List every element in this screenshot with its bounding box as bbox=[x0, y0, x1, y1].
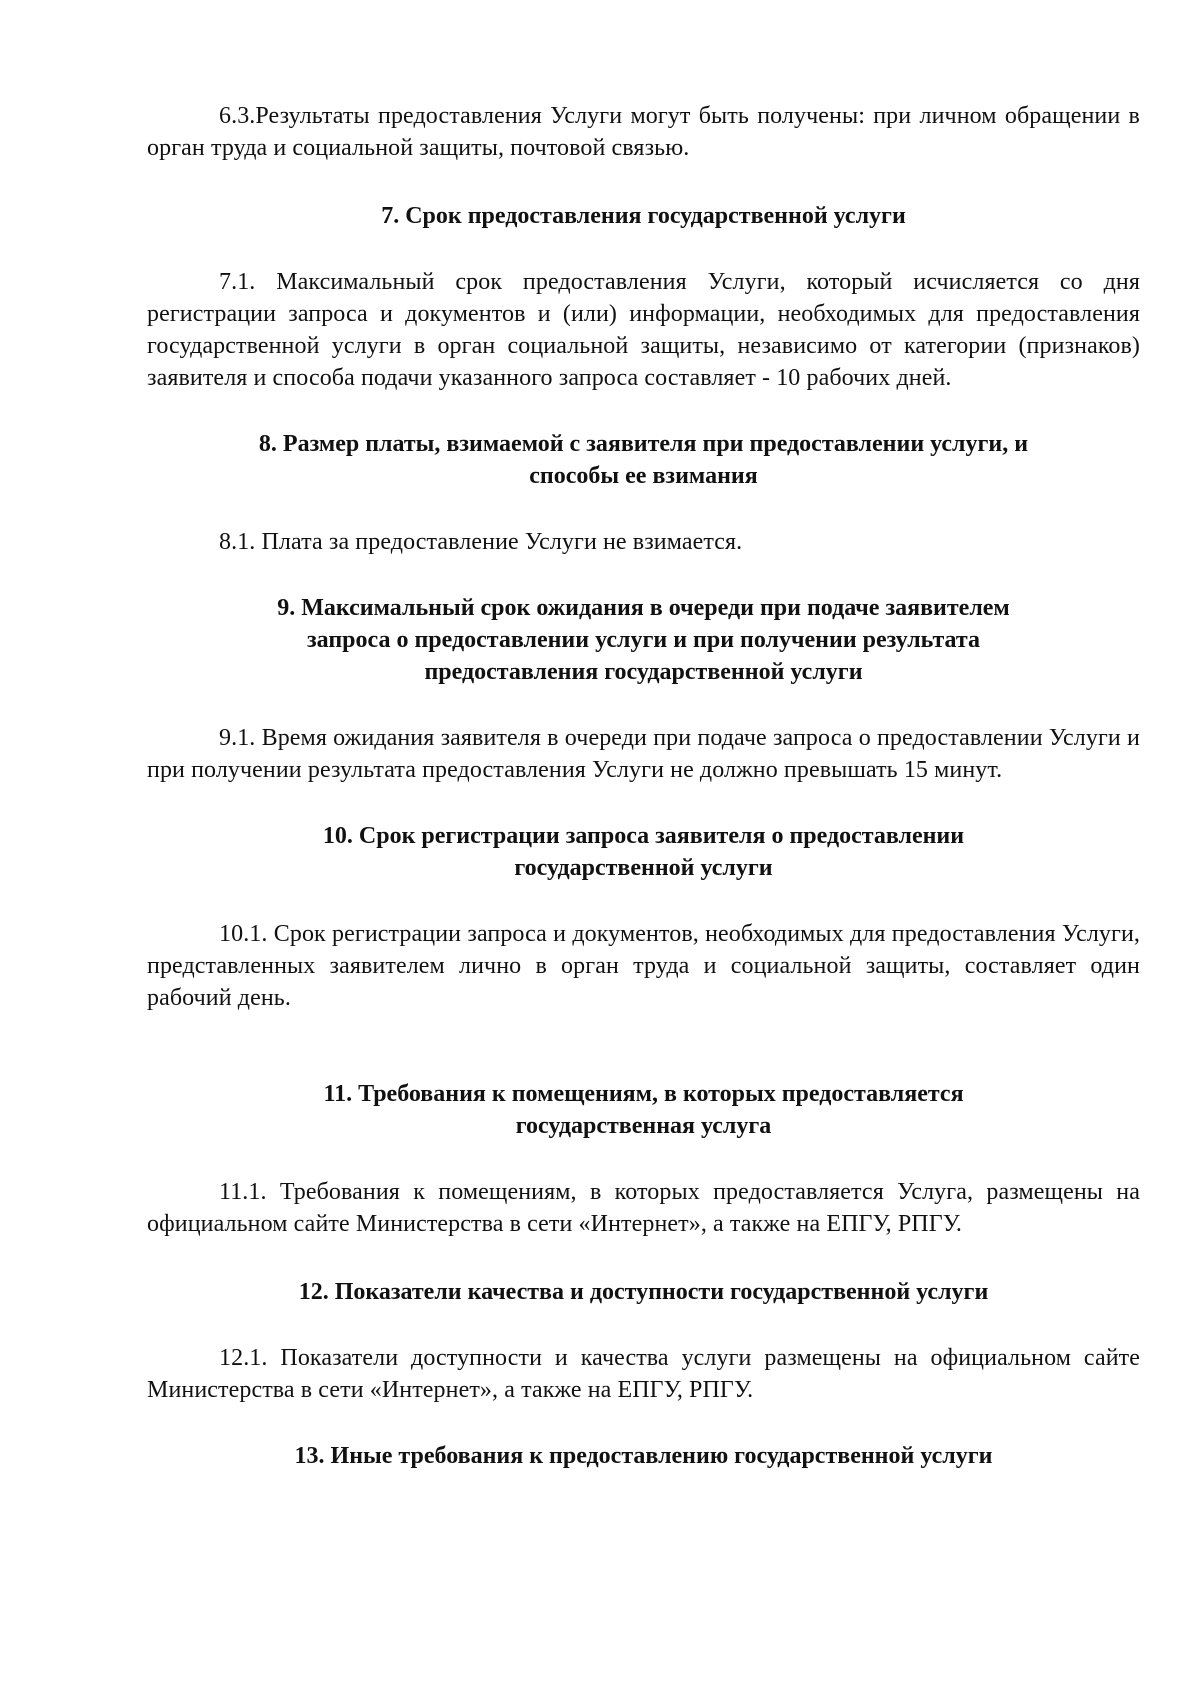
heading-11-line-1: 11. Требования к помещениям, в которых предоставляется bbox=[323, 1081, 964, 1107]
paragraph-10-1: 10.1. Срок регистрации запроса и документов, необходимых для предоставления Услуги, представленных заявителем лично в орган труда и социальной защиты, составляет один рабочий день. bbox=[147, 921, 1140, 1011]
heading-9-line-2: запроса о предоставлении услуги и при получении результата bbox=[307, 627, 980, 653]
document-page bbox=[147, 100, 1140, 1472]
paragraph-11-1: 11.1. Требования к помещениям, в которых предоставляется Услуга, размещены на официальном сайте Министерства в сети «Интернет», а также на ЕПГУ, РПГУ. bbox=[147, 1179, 1140, 1237]
heading-10 bbox=[147, 820, 1140, 884]
heading-8-line-1: 8. Размер платы, взимаемой с заявителя при предоставлении услуги, и bbox=[258, 431, 1029, 457]
heading-8-line-2: способы ее взимания bbox=[529, 463, 758, 489]
heading-13: 13. Иные требования к предоставлению государственной услуги bbox=[294, 1443, 993, 1469]
paragraph-7-1: 7.1. Максимальный срок предоставления Услуги, который исчисляется со дня регистрации запроса и документов и (или) информации, необходимых для предоставления государственной услуги в орган социальной защиты, независимо от категории (признаков) заявителя и способа подачи указанного запроса составляет - 10 рабочих дней. bbox=[147, 269, 1140, 391]
paragraph-9-1: 9.1. Время ожидания заявителя в очереди при подаче запроса о предоставлении Услуги и при получении результата предоставления Услуги не должно превышать 15 минут. bbox=[147, 725, 1140, 783]
heading-11 bbox=[147, 1078, 1140, 1142]
paragraph-6-3: 6.3.Результаты предоставления Услуги могут быть получены: при личном обращении в орган труда и социальной защиты, почтовой связью. bbox=[147, 103, 1140, 161]
heading-10-line-2: государственной услуги bbox=[514, 855, 773, 881]
heading-9-line-1: 9. Максимальный срок ожидания в очереди при подаче заявителем bbox=[277, 595, 1010, 621]
heading-7: 7. Срок предоставления государственной услуги bbox=[381, 203, 906, 229]
heading-10-line-1: 10. Срок регистрации запроса заявителя о предоставлении bbox=[322, 823, 965, 849]
paragraph-8-1: 8.1. Плата за предоставление Услуги не взимается. bbox=[219, 529, 743, 555]
heading-8 bbox=[147, 428, 1140, 492]
heading-11-line-2: государственная услуга bbox=[515, 1113, 772, 1139]
heading-9-line-3: предоставления государственной услуги bbox=[424, 659, 863, 685]
heading-9 bbox=[147, 592, 1140, 688]
heading-12: 12. Показатели качества и доступности государственной услуги bbox=[298, 1279, 989, 1305]
paragraph-12-1: 12.1. Показатели доступности и качества услуги размещены на официальном сайте Министерства в сети «Интернет», а также на ЕПГУ, РПГУ. bbox=[147, 1345, 1140, 1403]
